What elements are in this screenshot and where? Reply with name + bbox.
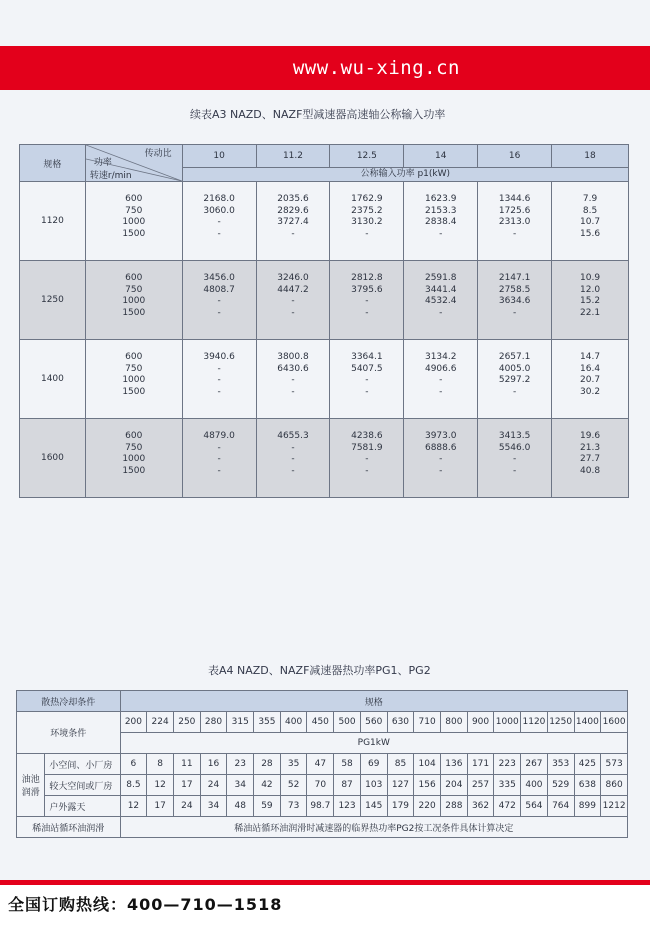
pg1-cell: 59 [254,796,281,817]
power-cell: 3134.2 4906.6 - - [404,340,478,419]
pg1-cell: 564 [521,796,548,817]
size-header-cell: 450 [307,712,334,733]
env-header: 环境条件 [17,712,121,754]
size-header-cell: 355 [254,712,281,733]
pg1-cell: 220 [414,796,441,817]
ratio-header: 11.2 [256,145,330,168]
pg1-cell: 638 [574,775,601,796]
power-cell: 3800.8 6430.6 - - [256,340,330,419]
speed-cell: 600 750 1000 1500 [85,419,182,498]
size-header-cell: 630 [387,712,414,733]
size-header-cell: 315 [227,712,254,733]
pg1-cell: 98.7 [307,796,334,817]
size-cell: 1400 [20,340,86,419]
pg1-cell: 87 [334,775,361,796]
pg1-cell: 8.5 [120,775,147,796]
pg1-cell: 425 [574,754,601,775]
size-header-cell: 560 [360,712,387,733]
size-header-cell: 500 [334,712,361,733]
power-cell: 1344.6 1725.6 2313.0 - [478,182,552,261]
table-row [17,754,628,775]
power-cell: 1623.9 2153.3 2838.4 - [404,182,478,261]
ratio-header: 12.5 [330,145,404,168]
site-banner [0,46,650,90]
power-cell: 3456.0 4808.7 - - [182,261,256,340]
power-cell: 2657.1 4005.0 5297.2 - [478,340,552,419]
pg1-cell: 472 [494,796,521,817]
power-cell: 4655.3 - - - [256,419,330,498]
pg1-cell: 400 [521,775,548,796]
power-cell: 2591.8 3441.4 4532.4 - [404,261,478,340]
site-url[interactable]: www.wu-xing.cn [292,57,460,79]
pg1-cell: 573 [601,754,628,775]
ratio-header: 14 [404,145,478,168]
pg1-cell: 1212 [601,796,628,817]
pg1-cell: 28 [254,754,281,775]
pg1-cell: 48 [227,796,254,817]
power-cell: 2812.8 3795.6 - - [330,261,404,340]
speed-cell: 600 750 1000 1500 [85,182,182,261]
condition-label: 较大空间或厂房 [45,775,120,796]
table-row [17,796,628,817]
table-row [20,419,629,498]
size-header-cell: 1600 [601,712,628,733]
power-cell: 19.6 21.3 27.7 40.8 [552,419,629,498]
pg1-cell: 267 [521,754,548,775]
pg1-cell: 73 [280,796,307,817]
size-header-cell: 900 [467,712,494,733]
pg1-cell: 70 [307,775,334,796]
power-cell: 14.7 16.4 20.7 30.2 [552,340,629,419]
power-cell: 2168.0 3060.0 - - [182,182,256,261]
circulation-note: 稀油站循环油润滑时减速器的临界热功率PG2按工况条件具体计算决定 [120,817,627,838]
power-cell: 7.9 8.5 10.7 15.6 [552,182,629,261]
table-row [20,261,629,340]
speed-cell: 600 750 1000 1500 [85,261,182,340]
pg1-cell: 12 [120,796,147,817]
pg1-cell: 257 [467,775,494,796]
pg1-cell: 85 [387,754,414,775]
ratio-header: 18 [552,145,629,168]
pg1-cell: 12 [147,775,174,796]
power-corner-label: 功率 [93,158,112,168]
pg1-cell: 288 [441,796,468,817]
table-a3-title: 续表A3 NAZD、NAZF型减速器高速轴公称输入功率 [190,108,446,121]
pg-unit-label: PG1kW [120,733,627,754]
power-cell: 3364.1 5407.5 - - [330,340,404,419]
pg1-cell: 69 [360,754,387,775]
pg1-cell: 127 [387,775,414,796]
pg1-cell: 11 [173,754,200,775]
pg1-cell: 529 [547,775,574,796]
power-cell: 2035.6 2829.6 3727.4 - [256,182,330,261]
power-cell: 2147.1 2758.5 3634.6 - [478,261,552,340]
footer [0,880,650,931]
size-header-cell: 400 [280,712,307,733]
circulation-label: 稀油站循环油润滑 [17,817,121,838]
table-row [17,775,628,796]
pg1-cell: 24 [200,775,227,796]
size-header-cell: 1120 [521,712,548,733]
pg1-cell: 136 [441,754,468,775]
pg1-cell: 52 [280,775,307,796]
power-cell: 3413.5 5546.0 - - [478,419,552,498]
pg1-cell: 860 [601,775,628,796]
pg1-cell: 204 [441,775,468,796]
pg1-cell: 764 [547,796,574,817]
ratio-corner-label: 传动比 [144,149,172,159]
cooling-header: 散热冷却条件 [17,691,121,712]
hotline-text: 全国订购热线：400—710—1518 [8,895,283,914]
pg1-cell: 23 [227,754,254,775]
pg1-cell: 362 [467,796,494,817]
size-cell: 1250 [20,261,86,340]
pg1-cell: 335 [494,775,521,796]
size-header-cell: 200 [120,712,147,733]
table-row [20,182,629,261]
size-header: 规格 [20,145,86,182]
speed-corner-label: 转速r/min [89,171,132,181]
pg1-cell: 123 [334,796,361,817]
size-header-cell: 710 [414,712,441,733]
size-header-cell: 1400 [574,712,601,733]
pg1-cell: 223 [494,754,521,775]
pg1-cell: 47 [307,754,334,775]
size-header-cell: 280 [200,712,227,733]
pg1-cell: 156 [414,775,441,796]
oil-lubrication-label: 油池 润滑 [17,754,45,817]
unit-label: 公称输入功率 p1(kW) [182,168,628,182]
power-cell: 3246.0 4447.2 - - [256,261,330,340]
pg1-cell: 6 [120,754,147,775]
condition-label: 小空间、小厂房 [45,754,120,775]
ratio-header: 16 [478,145,552,168]
table-row [20,340,629,419]
speed-cell: 600 750 1000 1500 [85,340,182,419]
pg1-cell: 103 [360,775,387,796]
size-cell: 1120 [20,182,86,261]
pg1-cell: 171 [467,754,494,775]
condition-label: 户外露天 [45,796,120,817]
table-a3 [19,144,629,498]
pg1-cell: 34 [227,775,254,796]
pg1-cell: 899 [574,796,601,817]
pg1-cell: 17 [173,775,200,796]
size-header-cell: 250 [173,712,200,733]
size-header-cell: 800 [441,712,468,733]
pg1-cell: 353 [547,754,574,775]
table-a4 [16,690,628,838]
size-header-cell: 224 [147,712,174,733]
pg1-cell: 24 [173,796,200,817]
pg1-cell: 34 [200,796,227,817]
power-cell: 10.9 12.0 15.2 22.1 [552,261,629,340]
size-header-cell: 1250 [547,712,574,733]
pg1-cell: 145 [360,796,387,817]
power-cell: 4238.6 7581.9 - - [330,419,404,498]
power-cell: 3973.0 6888.6 - - [404,419,478,498]
power-cell: 3940.6 - - - [182,340,256,419]
spec-header: 规格 [120,691,627,712]
size-header-cell: 1000 [494,712,521,733]
diagonal-header-cell [85,145,182,182]
footer-divider [0,880,650,885]
power-cell: 1762.9 2375.2 3130.2 - [330,182,404,261]
power-cell: 4879.0 - - - [182,419,256,498]
pg1-cell: 16 [200,754,227,775]
ratio-header: 10 [182,145,256,168]
pg1-cell: 104 [414,754,441,775]
pg1-cell: 35 [280,754,307,775]
pg1-cell: 42 [254,775,281,796]
pg1-cell: 8 [147,754,174,775]
size-cell: 1600 [20,419,86,498]
pg1-cell: 17 [147,796,174,817]
pg1-cell: 179 [387,796,414,817]
pg1-cell: 58 [334,754,361,775]
table-a4-title: 表A4 NAZD、NAZF减速器热功率PG1、PG2 [208,664,431,677]
